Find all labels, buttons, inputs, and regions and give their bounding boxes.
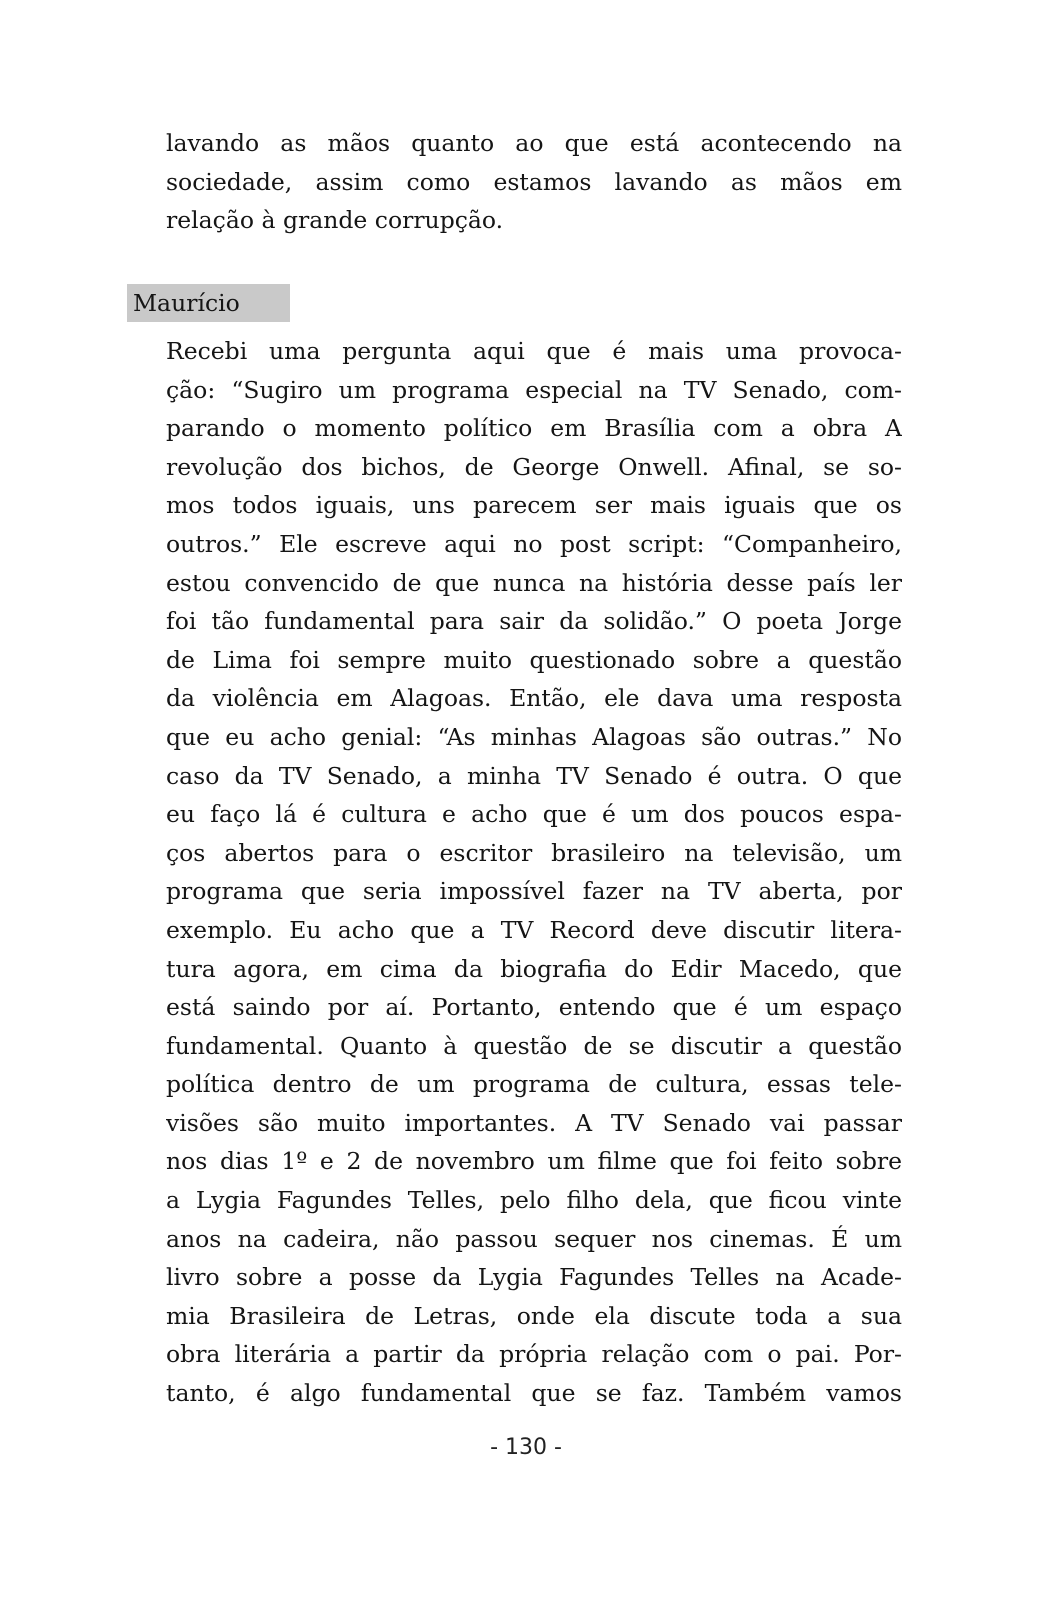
body-line: tanto, é algo fundamental que se faz. Também vamos — [166, 1379, 902, 1408]
intro-line: relação à grande corrupção. — [166, 206, 504, 235]
body-line: parando o momento político em Brasília com a obra A — [166, 414, 902, 443]
body-line: eu faço lá é cultura e acho que é um dos poucos espa- — [166, 800, 902, 829]
body-line: visões são muito importantes. A TV Senado vai passar — [166, 1108, 902, 1137]
body-line: exemplo. Eu acho que a TV Record deve discutir litera- — [166, 915, 902, 944]
body-line: fundamental. Quanto à questão de se discutir a questão — [166, 1031, 902, 1060]
body-line: tura agora, em cima da biografia do Edir Macedo, que — [166, 954, 902, 983]
body-line: programa que seria impossível fazer na TV aberta, por — [166, 877, 902, 906]
body-line: ção: “Sugiro um programa especial na TV Senado, com- — [166, 375, 902, 404]
body-line: de Lima foi sempre muito questionado sobre a questão — [166, 645, 902, 674]
body-line: a Lygia Fagundes Telles, pelo filho dela, que ficou vinte — [166, 1186, 902, 1215]
body-line: nos dias 1º e 2 de novembro um filme que foi feito sobre — [166, 1147, 902, 1176]
body-line: anos na cadeira, não passou sequer nos cinemas. É um — [166, 1224, 902, 1253]
intro-paragraph — [166, 124, 902, 240]
speaker-paragraph — [166, 332, 902, 1413]
body-line: mia Brasileira de Letras, onde ela discute toda a sua — [166, 1301, 902, 1330]
body-line: ços abertos para o escritor brasileiro na televisão, um — [166, 838, 902, 867]
body-line: obra literária a partir da própria relação com o pai. Por- — [166, 1340, 902, 1369]
body-line: outros.” Ele escreve aqui no post script: “Companheiro, — [166, 529, 902, 558]
body-line: que eu acho genial: “As minhas Alagoas são outras.” No — [166, 722, 902, 751]
body-line: Recebi uma pergunta aqui que é mais uma provoca- — [166, 337, 902, 365]
speaker-label: Maurício — [127, 284, 290, 322]
body-line: política dentro de um programa de cultura, essas tele- — [166, 1070, 902, 1099]
body-line: da violência em Alagoas. Então, ele dava uma resposta — [166, 684, 902, 713]
body-line: mos todos iguais, uns parecem ser mais iguais que os — [166, 491, 902, 520]
body-line: foi tão fundamental para sair da solidão.” O poeta Jorge — [166, 607, 902, 636]
page-number: - 130 - — [490, 1435, 562, 1460]
body-line: livro sobre a posse da Lygia Fagundes Telles na Acade- — [166, 1263, 902, 1292]
body-line: caso da TV Senado, a minha TV Senado é outra. O que — [166, 761, 902, 790]
intro-line: lavando as mãos quanto ao que está acontecendo na — [166, 129, 902, 157]
body-line: revolução dos bichos, de George Onwell. Afinal, se so- — [166, 452, 902, 481]
body-line: está saindo por aí. Portanto, entendo que é um espaço — [166, 993, 902, 1022]
intro-line: sociedade, assim como estamos lavando as mãos em — [166, 167, 902, 196]
body-line: estou convencido de que nunca na história desse país ler — [166, 568, 902, 597]
